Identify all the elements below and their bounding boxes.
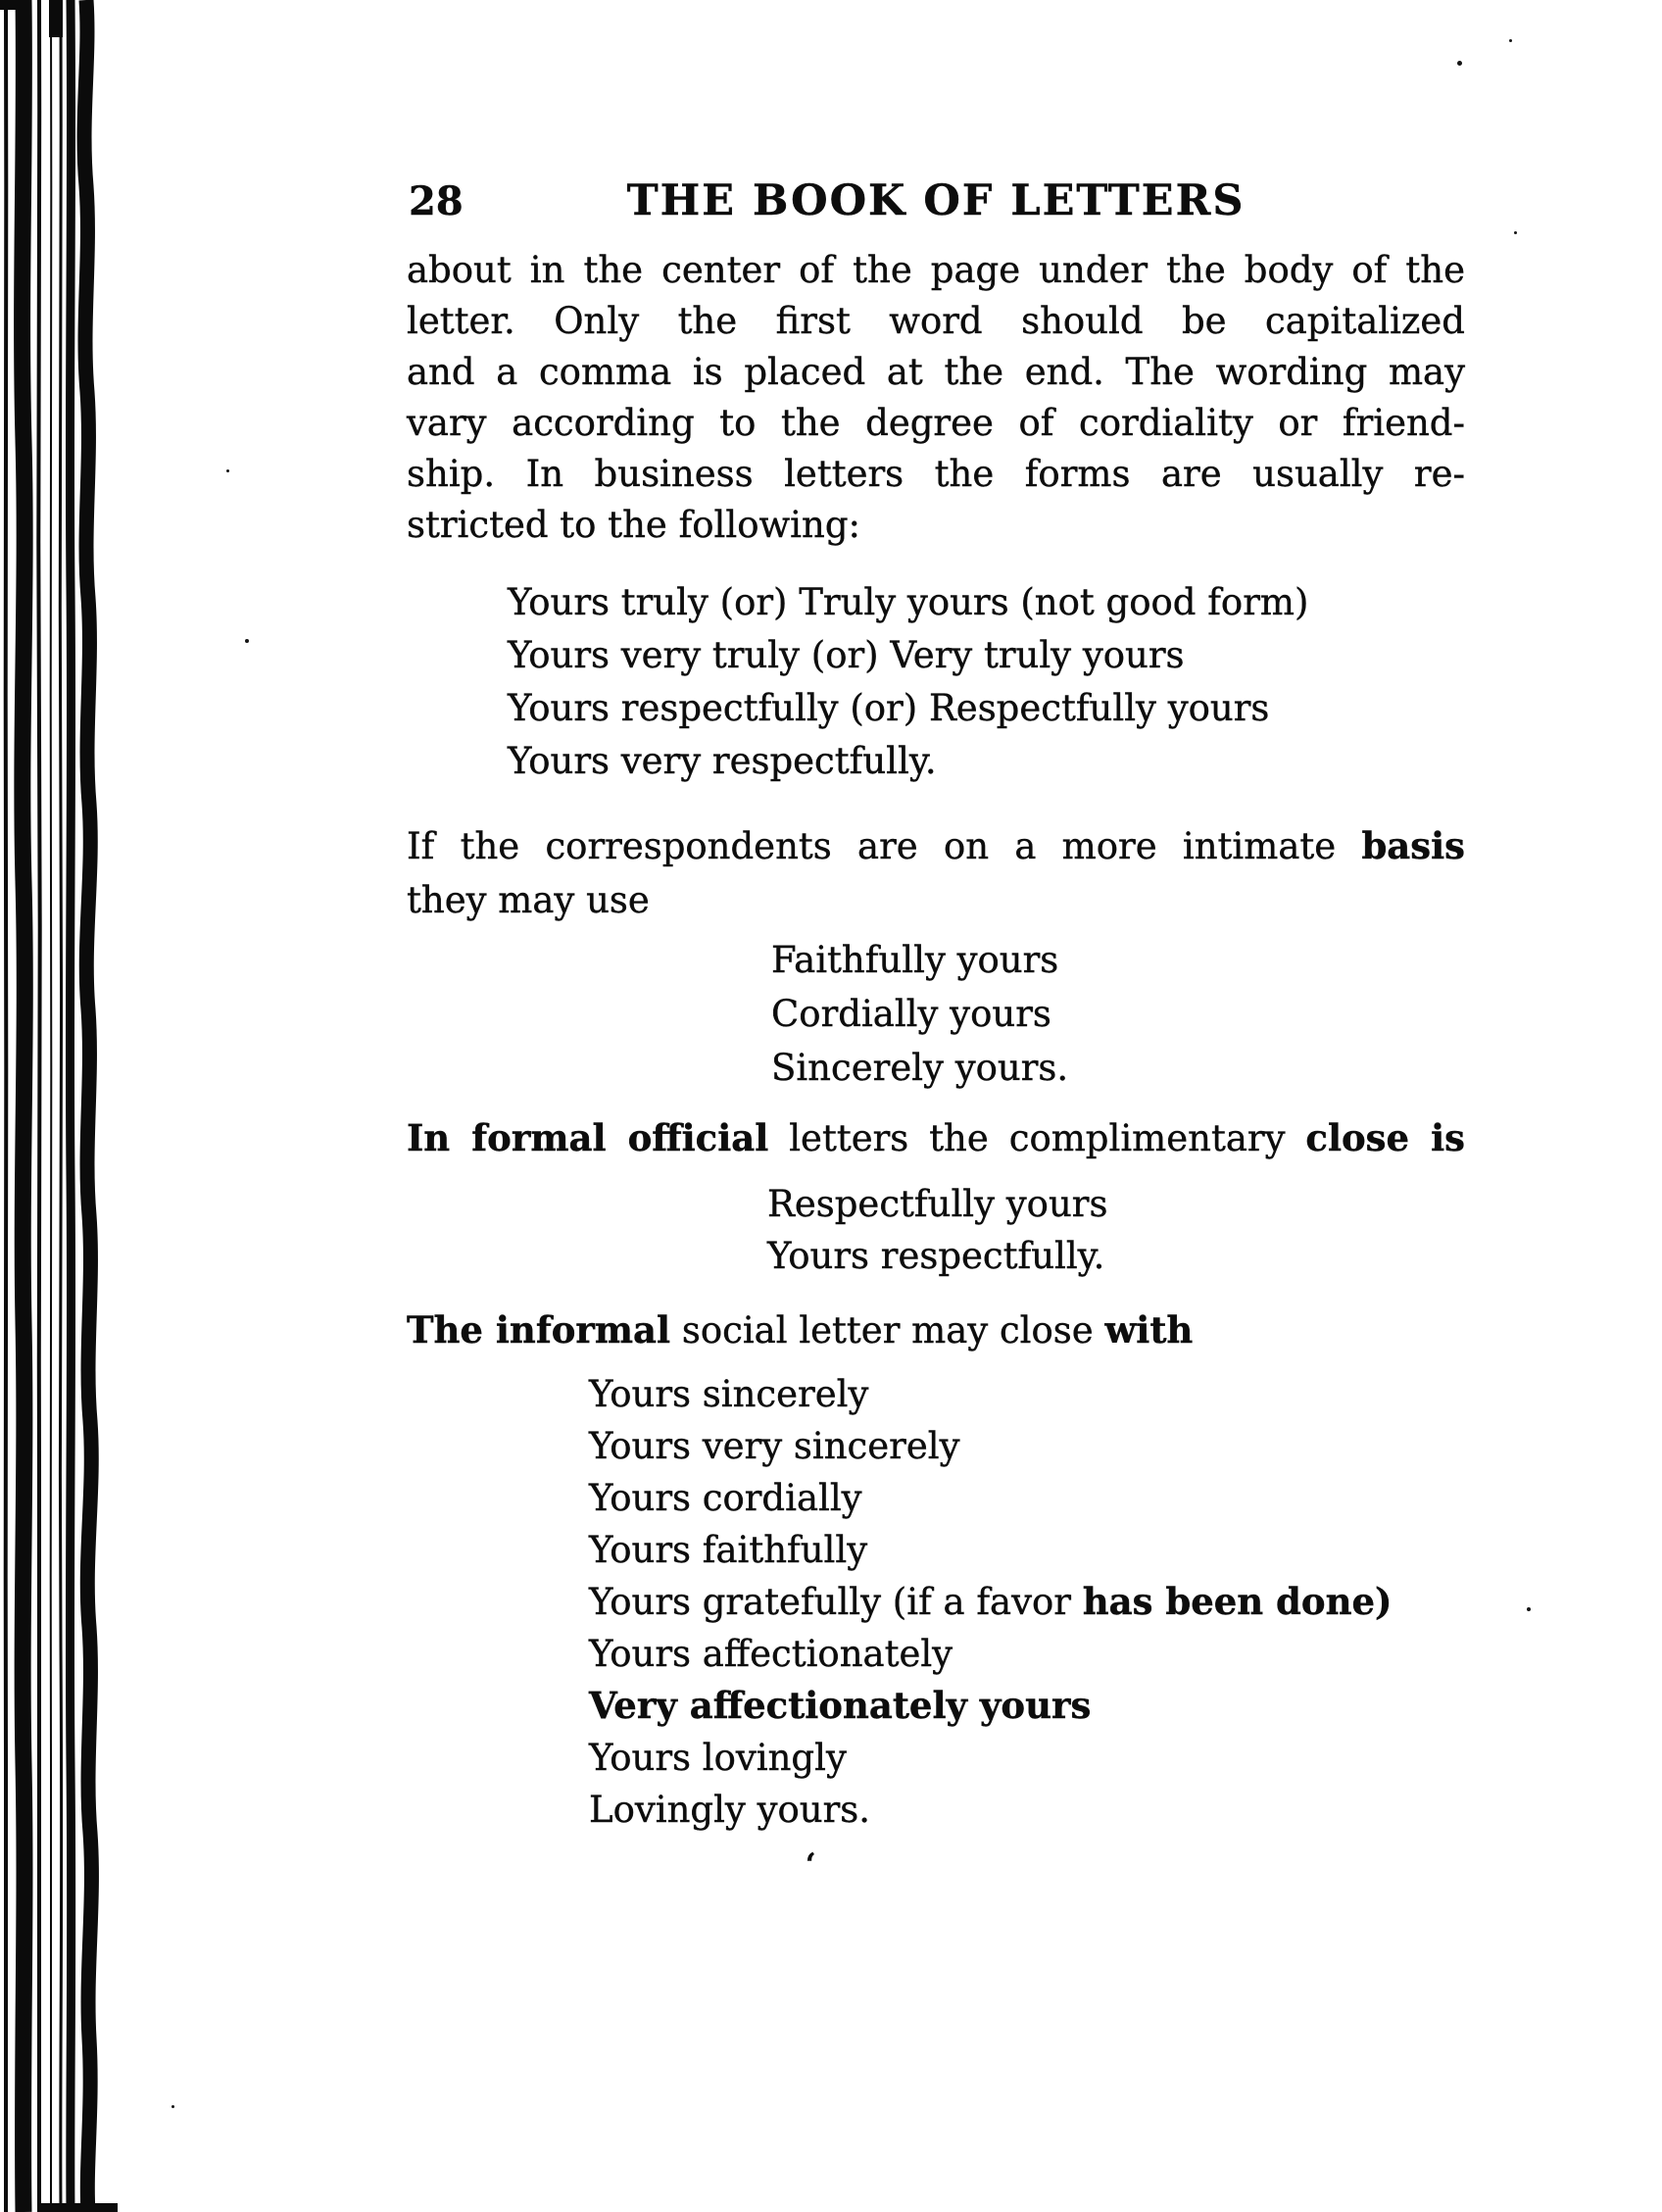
closing-item: Yours respectfully.: [767, 1235, 1105, 1277]
scan-speck: [226, 469, 229, 472]
paragraph-line: vary according to the degree of cordiality or friend-: [407, 402, 1465, 444]
closing-item: Yours gratefully (if a favor has been done): [589, 1580, 1393, 1623]
scan-speck: [1527, 1607, 1531, 1611]
book-binding-scan-artifact: [0, 0, 118, 2212]
closing-item: Faithfully yours: [771, 939, 1059, 981]
running-title: THE BOOK OF LETTERS: [626, 176, 1246, 225]
paragraph-line: about in the center of the page under the body of the: [407, 249, 1465, 291]
closing-item: Respectfully yours: [767, 1183, 1108, 1225]
closing-item: Yours very respectfully.: [508, 740, 937, 782]
closing-item: Cordially yours: [771, 993, 1051, 1035]
formal-intro-paragraph: [407, 1111, 1465, 1165]
scan-speck: [1457, 61, 1462, 66]
closing-item: Yours truly (or) Truly yours (not good form): [508, 581, 1309, 623]
closing-item: Yours cordially: [589, 1477, 862, 1519]
paragraph-line: they may use: [407, 879, 650, 921]
paragraph-line: and a comma is placed at the end. The wording may: [407, 351, 1465, 393]
closing-item: Very affectionately yours: [589, 1684, 1092, 1727]
closing-item: Sincerely yours.: [771, 1047, 1069, 1089]
scan-speck: [1514, 231, 1517, 234]
intimate-intro-paragraph: [407, 819, 1465, 927]
paragraph-line: If the correspondents are on a more intimate basis: [407, 824, 1465, 867]
paragraph-line: stricted to the following:: [407, 504, 860, 546]
closing-item: Yours lovingly: [589, 1737, 847, 1779]
scan-speck: [171, 2105, 174, 2108]
informal-intro-paragraph: [407, 1303, 1465, 1357]
closing-item: Yours respectfully (or) Respectfully yours: [508, 687, 1270, 729]
paragraph-line: ship. In business letters the forms are usually re-: [407, 453, 1465, 495]
closing-item: Yours faithfully: [589, 1529, 868, 1571]
closing-item: Yours sincerely: [589, 1373, 869, 1415]
closing-item: Lovingly yours.: [589, 1789, 871, 1831]
informal-closings-list: [407, 1368, 1465, 1836]
page-number: 28: [409, 178, 464, 224]
paragraph-line: The informal social letter may close with: [407, 1308, 1194, 1352]
formal-closings-list: [407, 1178, 1465, 1282]
closing-item: Yours very truly (or) Very truly yours: [508, 634, 1185, 676]
scan-speck: [245, 639, 249, 643]
closing-item: Yours very sincerely: [589, 1425, 960, 1467]
intimate-closings-list: [407, 933, 1465, 1095]
paragraph-line: In formal official letters the complimentary close is: [407, 1116, 1465, 1159]
paragraph-line: letter. Only the first word should be capitalized: [407, 300, 1465, 342]
scan-tick-artifact: ‘: [806, 1847, 816, 1882]
page-header: [407, 176, 1465, 225]
business-closings-list: [407, 576, 1465, 788]
body-paragraph: [407, 245, 1465, 551]
closing-item: Yours affectionately: [589, 1633, 953, 1675]
scan-speck: [1509, 39, 1512, 42]
